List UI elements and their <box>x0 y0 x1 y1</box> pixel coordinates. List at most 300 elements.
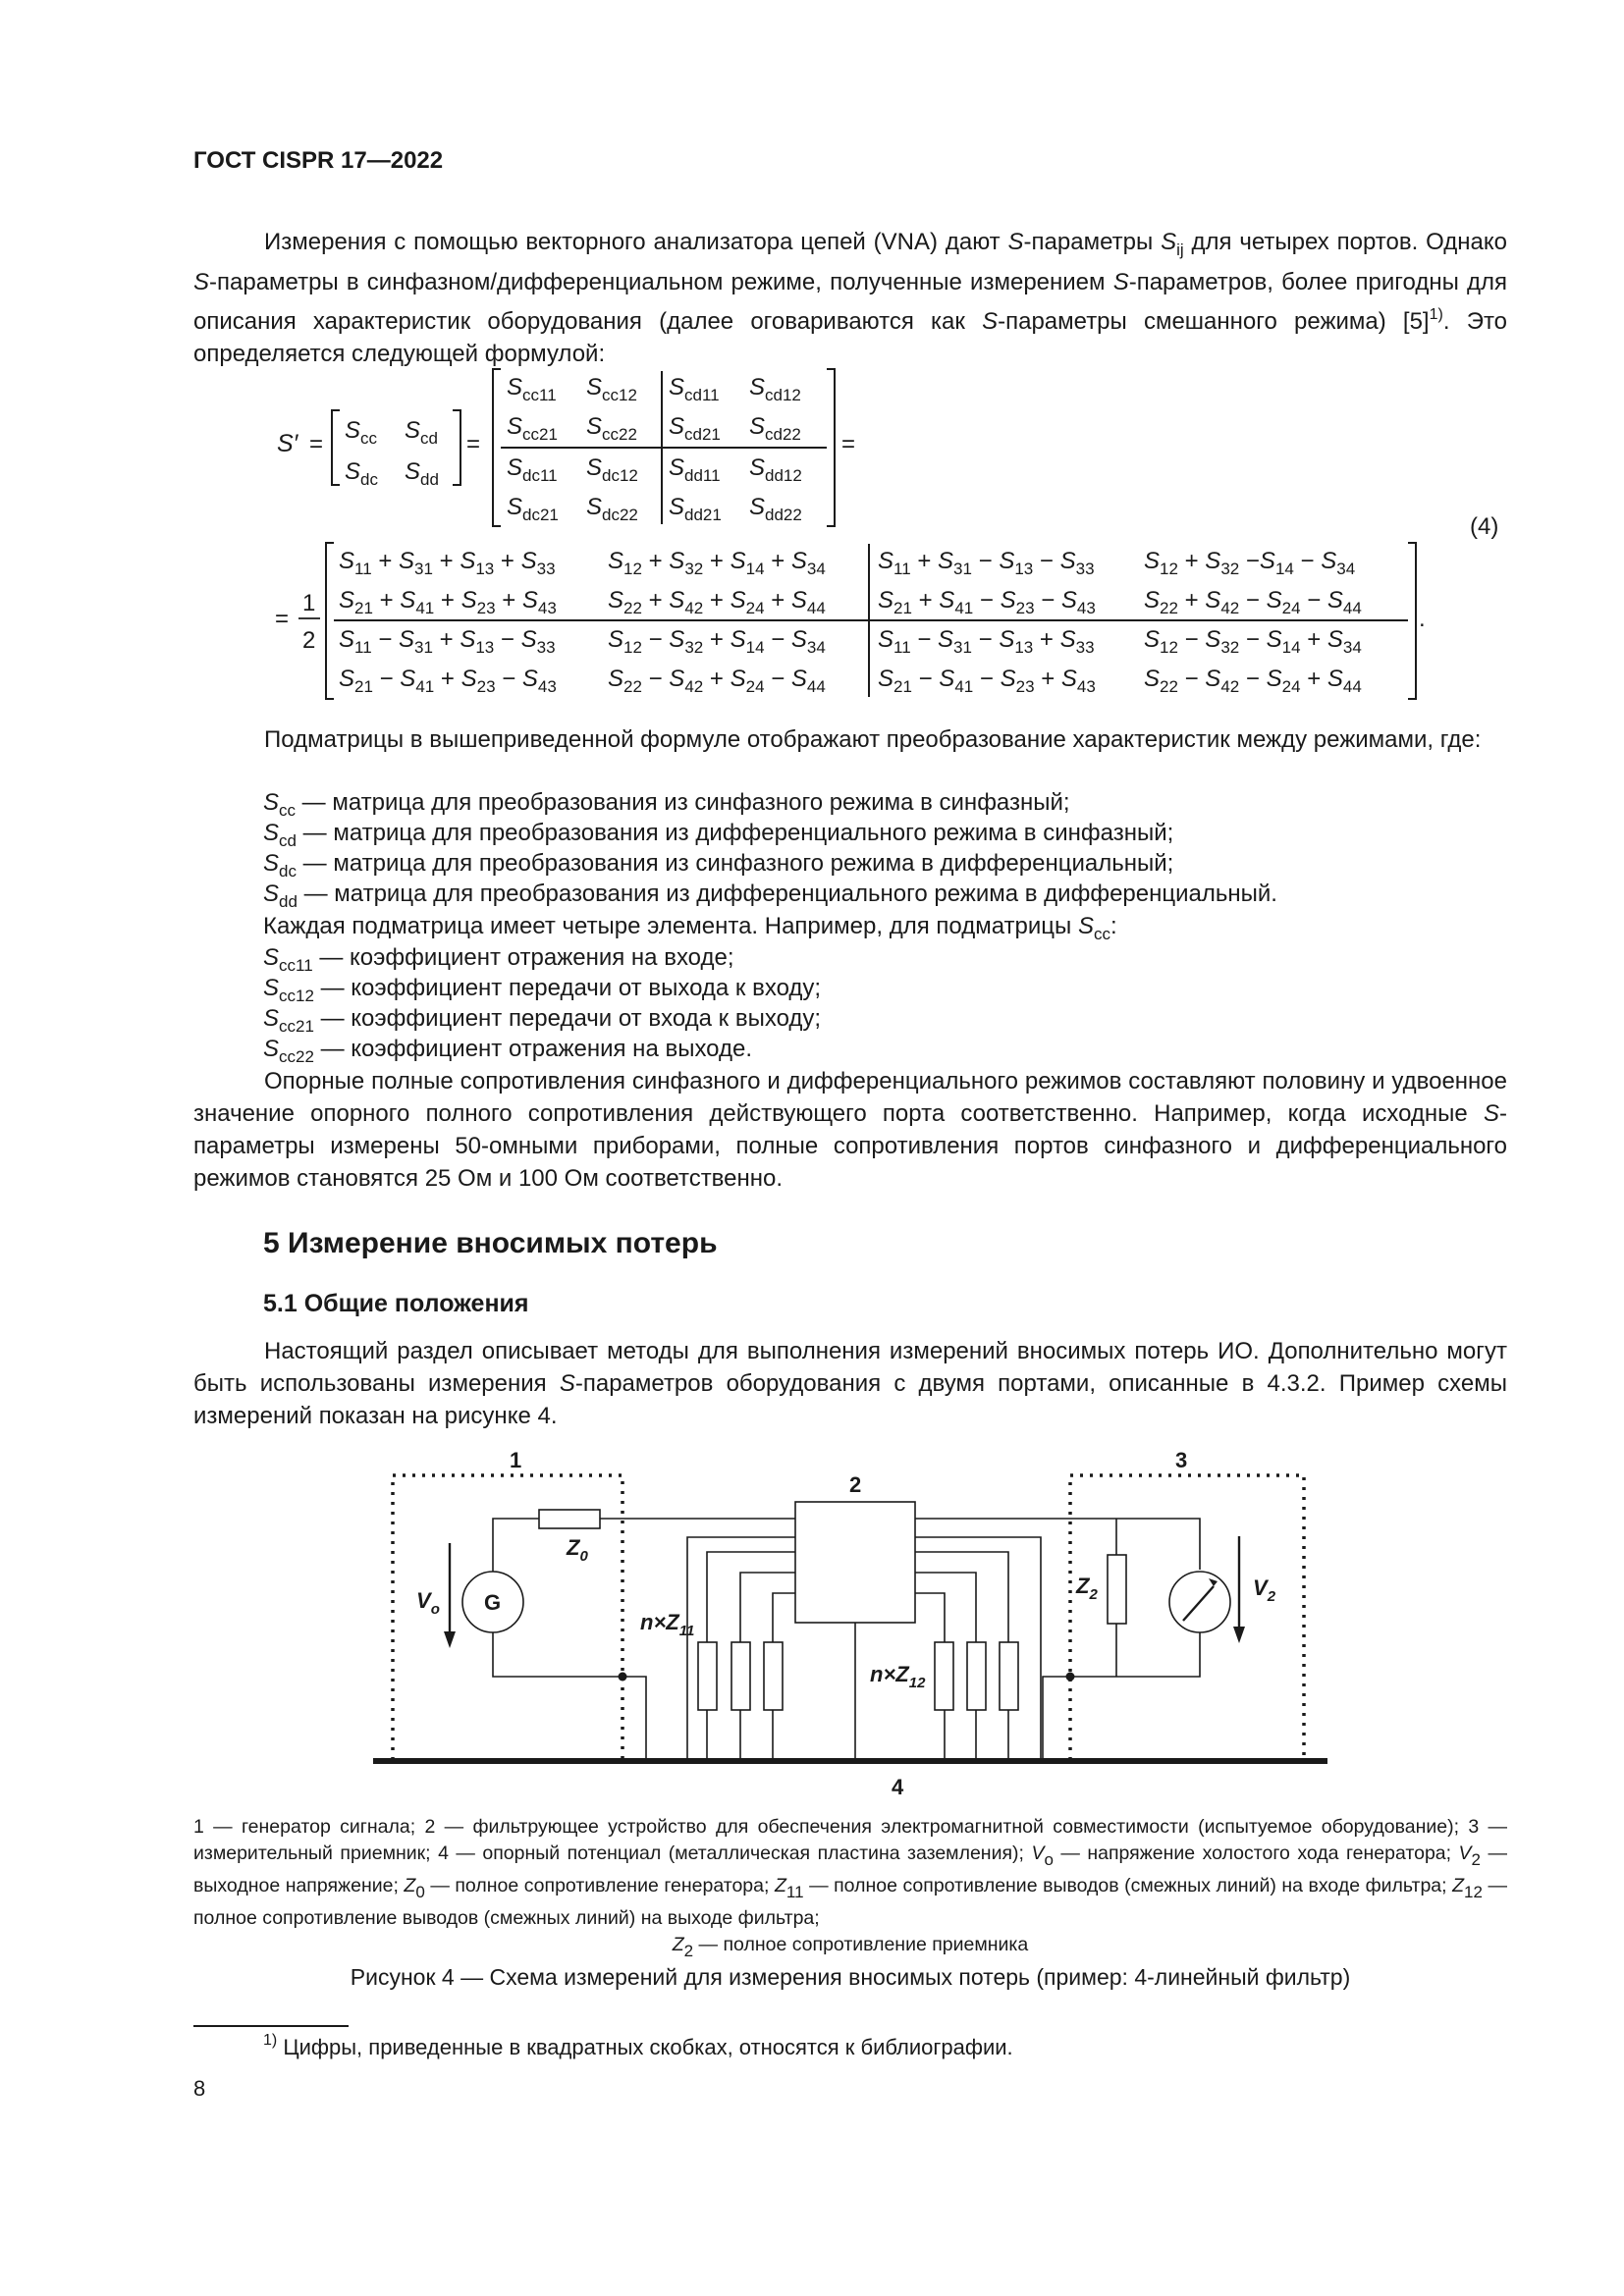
legend-text: 1 — генератор сигнала; 2 — фильтрующее устройство для обеспечения электромагнитной совместимости (испытуемое оборудование); 3 — измерительный приемник; 4 — опорный потенциал (металлическая пластина заземления); <box>193 1816 1507 1864</box>
subscript: 14 <box>1274 560 1294 578</box>
wire <box>1043 1677 1070 1761</box>
section-paragraph <box>193 1335 1507 1432</box>
symbol: S <box>1144 548 1161 574</box>
subscript: 22 <box>1160 677 1178 696</box>
definition-text: — матрица для преобразования из синфазного режима в синфазный; <box>296 789 1070 816</box>
z12-resistor <box>1000 1642 1018 1710</box>
section-heading: 5 Измерение вносимых потерь <box>263 1227 718 1259</box>
symbol: S <box>405 417 421 444</box>
symbol: S <box>507 413 523 440</box>
expanded-matrix-cell <box>878 666 1096 696</box>
subscript: 11 <box>893 638 911 657</box>
matrix-cell <box>405 458 439 489</box>
legend-text: — полное сопротивление выводов (смежных линий) на выходе фильтра; <box>193 1875 1507 1929</box>
subscript: 22 <box>1160 599 1178 617</box>
symbol: Z <box>1076 1574 1090 1598</box>
z11-resistor <box>698 1642 717 1710</box>
symbol: S <box>339 626 355 653</box>
operator: − <box>1034 587 1061 614</box>
operator: + <box>432 548 460 574</box>
symbol: S <box>507 454 523 481</box>
subscript: 32 <box>684 560 704 578</box>
symbol: Z <box>1452 1875 1465 1896</box>
symbol: S <box>790 548 807 574</box>
subscript: 43 <box>1076 599 1096 617</box>
s-symbol: S <box>263 1036 280 1062</box>
s-symbol: S <box>982 308 999 335</box>
matrix-cell <box>749 413 801 444</box>
definition-text: — матрица для преобразования из синфазного режима в дифференциальный; <box>296 850 1174 877</box>
definition-text: — матрица для преобразования из дифференциального режима в дифференциальный. <box>297 881 1277 907</box>
half-numerator: 1 <box>302 590 316 616</box>
operator: − <box>1239 587 1267 614</box>
symbol: S <box>608 587 624 614</box>
z11-resistor <box>731 1642 750 1710</box>
symbol: S <box>405 458 421 485</box>
s-symbol: S <box>1161 229 1177 255</box>
subscript: 22 <box>623 599 642 617</box>
symbol: V <box>416 1588 431 1613</box>
symbol: S <box>460 587 477 614</box>
subscript: dc <box>360 470 378 489</box>
page-number: 8 <box>193 2076 206 2101</box>
subscript: 31 <box>953 560 972 578</box>
z0-resistor <box>539 1510 600 1528</box>
body-text: Каждая подматрица имеет четыре элемента. Например, для подматрицы <box>263 913 1078 939</box>
subscript: cc11 <box>522 386 557 404</box>
final-period: . <box>1419 606 1426 632</box>
wire <box>915 1519 1200 1570</box>
subscript: 41 <box>415 599 435 617</box>
matrix-cell <box>345 458 378 489</box>
subscript: 31 <box>414 560 433 578</box>
subscript: cd <box>279 831 297 850</box>
operator: + <box>1300 626 1327 653</box>
subscript: 34 <box>1336 560 1356 578</box>
subscript: 33 <box>1075 638 1095 657</box>
symbol: S <box>586 374 603 400</box>
operator: − <box>641 666 670 692</box>
equals-sign: = <box>466 431 481 457</box>
symbol: S <box>669 666 685 692</box>
subscript: ij <box>1176 240 1184 259</box>
subscript: 2 <box>683 1942 694 1960</box>
wire <box>707 1710 773 1761</box>
legend-text: — выходное напряжение; <box>193 1842 1507 1896</box>
subscript: 33 <box>1075 560 1095 578</box>
operator: − <box>971 626 1000 653</box>
legend-text: — полное сопротивление генератора; <box>424 1875 775 1896</box>
subscript: 24 <box>1281 599 1301 617</box>
subscript: 24 <box>745 599 765 617</box>
subscript: 21 <box>893 677 912 696</box>
operator: − <box>1239 548 1260 574</box>
subscript: 42 <box>1220 677 1240 696</box>
subscript: dd12 <box>765 466 802 485</box>
expanded-matrix-cell <box>339 666 557 696</box>
body-text: Опорные полные сопротивления синфазного и дифференциального режимов составляют половину и удвоенное значение опорного полного сопротивления действующего порта соответственно. Например, когда исходные <box>193 1068 1507 1127</box>
symbol: S <box>938 626 954 653</box>
symbol: S <box>460 548 476 574</box>
body-text: -параметры измерены 50-омными приборами, полные сопротивления портов синфазного и дифференциального режимов становятся 25 Ом и 100 Ом соответственно. <box>193 1100 1507 1192</box>
subscript: dc22 <box>602 506 638 524</box>
symbol: S <box>790 666 807 692</box>
symbol: S <box>669 548 685 574</box>
subscript: 43 <box>537 677 557 696</box>
operator: + <box>434 587 461 614</box>
intro-text: -параметры в синфазном/дифференциальном режиме, полученные измерением <box>209 269 1113 295</box>
subscript: 21 <box>354 677 373 696</box>
operator: − <box>1177 666 1206 692</box>
symbol: S <box>669 494 685 520</box>
symbol: S <box>521 587 538 614</box>
subscript: o <box>430 1601 440 1618</box>
expanded-matrix-cell <box>1144 587 1362 617</box>
matrix-cell <box>586 374 637 404</box>
symbol: S <box>749 454 766 481</box>
subscript: 2 <box>1267 1588 1276 1605</box>
symbol: n×Z <box>870 1662 909 1686</box>
junction-dot <box>1066 1673 1075 1682</box>
symbol: S <box>939 666 955 692</box>
label-g: G <box>484 1590 502 1615</box>
matrix-cell <box>507 413 558 444</box>
subscript: 44 <box>806 599 826 617</box>
footnote-text: Цифры, приведенные в квадратных скобках, относятся к библиографии. <box>277 2035 1013 2059</box>
intro-text: -параметров, более пригодны для описания характеристик оборудования (далее оговариваются как <box>193 269 1508 335</box>
z11-resistor <box>764 1642 783 1710</box>
matrix-cell <box>669 374 720 404</box>
s-symbol: S <box>263 820 280 846</box>
symbol: S <box>339 548 355 574</box>
s-symbol: S <box>263 881 280 907</box>
z12-resistor <box>967 1642 986 1710</box>
wire <box>773 1593 795 1642</box>
z12-resistor <box>935 1642 953 1710</box>
operator: − <box>494 626 521 653</box>
operator: + <box>1177 587 1206 614</box>
symbol: S <box>1060 587 1077 614</box>
z2-resistor <box>1108 1555 1126 1624</box>
symbol: S <box>520 626 537 653</box>
symbol: S <box>1205 666 1221 692</box>
subscript: 14 <box>745 638 765 657</box>
element-text: — коэффициент отражения на выходе. <box>313 1036 753 1062</box>
reference-impedance-paragraph <box>193 1065 1507 1195</box>
v0-arrowhead-icon <box>444 1631 456 1648</box>
symbol: S <box>1259 548 1275 574</box>
subscript: cc <box>360 429 378 448</box>
expanded-matrix-cell <box>608 587 826 617</box>
expanded-matrix-cell <box>1144 666 1362 696</box>
symbol: S <box>669 626 685 653</box>
symbol: S <box>608 626 624 653</box>
subscript: 11 <box>893 560 911 578</box>
symbol: S <box>669 454 685 481</box>
expanded-matrix-cell <box>339 626 556 657</box>
subscript: 23 <box>476 677 496 696</box>
operator: − <box>495 666 522 692</box>
symbol: S <box>730 587 746 614</box>
symbol: S <box>507 374 523 400</box>
expanded-matrix-cell <box>608 548 826 578</box>
operator: − <box>1239 666 1267 692</box>
subscript: 43 <box>1076 677 1096 696</box>
subscript: cc21 <box>279 1017 314 1036</box>
operator: + <box>434 666 461 692</box>
s-symbol: S <box>1077 913 1094 939</box>
label-2: 2 <box>849 1472 862 1497</box>
matrix-cell <box>405 417 438 448</box>
symbol: S <box>1266 626 1282 653</box>
expanded-matrix-cell <box>608 666 826 696</box>
subscript: 23 <box>1015 599 1035 617</box>
legend-text: — полное сопротивление приемника <box>693 1934 1029 1955</box>
symbol: S <box>790 587 807 614</box>
symbol: S <box>460 626 476 653</box>
symbol: S <box>586 494 603 520</box>
symbol: S <box>939 587 955 614</box>
wire <box>623 1677 646 1761</box>
half-denominator: 2 <box>302 627 316 654</box>
subscript: 23 <box>1015 677 1035 696</box>
subscript: dc11 <box>522 466 558 485</box>
subscript: cd11 <box>684 386 720 404</box>
legend-text: — полное сопротивление выводов (смежных линий) на входе фильтра; <box>803 1875 1453 1896</box>
symbol: S <box>878 626 894 653</box>
expanded-matrix-cell <box>878 548 1095 578</box>
intro-text: . Это определяется следующей формулой: <box>193 308 1508 367</box>
matrix-cell <box>345 417 378 448</box>
subscript: 34 <box>806 560 826 578</box>
operator: + <box>371 548 400 574</box>
subscript: 44 <box>1342 677 1362 696</box>
element-text: — коэффициент передачи от входа к выходу; <box>313 1005 822 1032</box>
symbol: S <box>749 374 766 400</box>
subscript: 34 <box>1342 638 1362 657</box>
symbol: S <box>1266 587 1282 614</box>
subscript: 0 <box>415 1883 425 1901</box>
wire <box>707 1552 795 1642</box>
s-symbol: S <box>559 1370 575 1397</box>
symbol: n×Z <box>640 1610 679 1634</box>
operator: + <box>703 548 731 574</box>
subscript: cc22 <box>602 425 637 444</box>
matrix-cell <box>507 494 559 524</box>
symbol: S <box>608 548 624 574</box>
operator: + <box>1177 548 1206 574</box>
element-text: — коэффициент отражения на входе; <box>312 944 734 971</box>
symbol: S <box>345 417 361 444</box>
operator: + <box>495 587 522 614</box>
operator: − <box>1239 626 1267 653</box>
operator: + <box>703 626 731 653</box>
subscript: 13 <box>1014 560 1034 578</box>
expanded-matrix-cell <box>1144 626 1362 657</box>
wire <box>915 1593 945 1642</box>
symbol: S <box>1059 626 1076 653</box>
v2-arrowhead-icon <box>1233 1627 1245 1643</box>
subscript: 2 <box>1089 1586 1098 1603</box>
label-v2 <box>1253 1575 1276 1605</box>
symbol: S <box>1144 666 1161 692</box>
subscript: cc21 <box>522 425 558 444</box>
operator: − <box>971 548 1000 574</box>
operator: − <box>1177 626 1206 653</box>
symbol: S <box>730 666 746 692</box>
symbol: S <box>586 454 603 481</box>
body-text: : <box>1110 913 1117 939</box>
wire <box>740 1573 795 1642</box>
subscript: cc12 <box>279 987 314 1005</box>
operator: − <box>910 626 939 653</box>
subscript: 0 <box>579 1548 588 1565</box>
expanded-matrix-cell <box>339 548 556 578</box>
subscript: 42 <box>684 599 704 617</box>
subscript: cc <box>1093 925 1110 943</box>
operator: + <box>703 587 731 614</box>
expanded-matrix-cell <box>878 587 1096 617</box>
expanded-matrix-cell <box>339 587 557 617</box>
intro-text: -параметры смешанного режима) [5] <box>998 308 1430 335</box>
subscript: dc12 <box>602 466 638 485</box>
symbol: S <box>878 548 894 574</box>
symbol: S <box>1326 626 1343 653</box>
symbol: S <box>1326 666 1343 692</box>
symbol: Z <box>774 1875 786 1896</box>
subscript: 41 <box>415 677 435 696</box>
s-symbol: S <box>1007 229 1024 255</box>
matrix-cell <box>586 494 638 524</box>
symbol: S <box>669 413 685 440</box>
subscript: cd12 <box>765 386 801 404</box>
symbol: S <box>749 413 766 440</box>
symbol: S <box>399 626 415 653</box>
wire <box>945 1710 1008 1761</box>
subscript: dd <box>279 892 298 911</box>
symbol: S <box>586 413 603 440</box>
symbol: S <box>1144 626 1161 653</box>
symbol: Z <box>567 1535 580 1560</box>
subscript: 12 <box>1464 1883 1483 1901</box>
subscript: 12 <box>623 560 642 578</box>
subscript: 12 <box>1160 560 1178 578</box>
s-symbol: S <box>263 789 280 816</box>
matrix-cell <box>507 454 558 485</box>
equals-sign: = <box>841 431 856 457</box>
legend-last-line <box>193 1932 1507 1964</box>
symbol: S <box>608 666 624 692</box>
subscript: cd <box>420 429 438 448</box>
subscript: cd22 <box>765 425 801 444</box>
wire <box>915 1552 1008 1642</box>
body-text: Настоящий раздел описывает методы для выполнения измерений вносимых потерь ИО. Дополнительно могут быть использованы измерения <box>193 1338 1507 1397</box>
meter-needle-head-icon <box>1209 1578 1218 1586</box>
wire <box>493 1632 623 1677</box>
symbol: S <box>999 548 1015 574</box>
operator: − <box>641 626 670 653</box>
symbol: S <box>521 666 538 692</box>
subscript: 41 <box>954 677 974 696</box>
symbol: S <box>999 626 1015 653</box>
symbol: S <box>749 494 766 520</box>
operator: − <box>911 666 940 692</box>
subscript: cc22 <box>279 1047 314 1066</box>
s-symbol: S <box>193 269 210 295</box>
label-nz12 <box>870 1662 926 1691</box>
subscript: 31 <box>414 638 433 657</box>
expanded-matrix-cell <box>608 626 826 657</box>
subscript: 11 <box>678 1623 695 1639</box>
expanded-matrix-cell <box>878 626 1095 657</box>
operator: + <box>372 587 401 614</box>
symbol: S <box>1266 666 1282 692</box>
junction-dot <box>619 1673 627 1682</box>
symbol: Z <box>672 1934 684 1955</box>
subscript: 23 <box>476 599 496 617</box>
intro-text: -параметры <box>1023 229 1162 255</box>
matrix-cell <box>507 374 557 404</box>
intro-text: Измерения с помощью векторного анализатора цепей (VNA) дают <box>264 229 1008 255</box>
operator: + <box>1034 666 1061 692</box>
subscript: 33 <box>536 638 556 657</box>
operator: − <box>764 666 791 692</box>
symbol: S <box>507 494 523 520</box>
wire <box>1070 1632 1200 1677</box>
label-z2 <box>1075 1574 1098 1603</box>
subscript: 21 <box>354 599 373 617</box>
document-header: ГОСТ CISPR 17—2022 <box>193 147 444 174</box>
subscript: 44 <box>1342 599 1362 617</box>
symbol: V <box>1253 1575 1268 1600</box>
symbol: S <box>878 666 894 692</box>
label-nz11 <box>640 1610 694 1639</box>
symbol: S <box>1000 666 1016 692</box>
symbol: S <box>1326 587 1343 614</box>
expanded-matrix-cell <box>1144 548 1355 578</box>
symbol: S <box>339 587 355 614</box>
matrix-cell <box>586 454 638 485</box>
subscript: 14 <box>1281 638 1301 657</box>
element-text: — коэффициент передачи от выхода к входу; <box>313 975 822 1001</box>
subsection-heading: 5.1 Общие положения <box>263 1290 529 1317</box>
subscript: dd <box>420 470 439 489</box>
subscript: 34 <box>806 638 826 657</box>
operator: − <box>372 666 401 692</box>
body-text: -параметров оборудования с двумя портами, описанные в 4.3.2. Пример схемы измерений показан на рисунке 4. <box>193 1370 1507 1429</box>
subscript: 33 <box>536 560 556 578</box>
operator: − <box>764 626 791 653</box>
symbol: S <box>1060 666 1077 692</box>
operator: − <box>1300 587 1327 614</box>
subscript: dc21 <box>522 506 559 524</box>
symbol: S <box>1000 587 1016 614</box>
subscript: dd11 <box>684 466 721 485</box>
definition-text: — матрица для преобразования из дифференциального режима в синфазный; <box>296 820 1174 846</box>
symbol: S <box>730 548 746 574</box>
label-1: 1 <box>510 1448 522 1472</box>
equals-sign: = <box>275 606 290 632</box>
subscript: 14 <box>745 560 765 578</box>
symbol: S <box>1144 587 1161 614</box>
operator: + <box>910 548 939 574</box>
matrix-cell <box>669 494 722 524</box>
mixed-matrix <box>507 374 802 524</box>
s-symbol: S <box>1483 1100 1499 1127</box>
symbol: S <box>339 666 355 692</box>
figure-legend <box>193 1814 1507 1964</box>
operator: + <box>764 587 791 614</box>
